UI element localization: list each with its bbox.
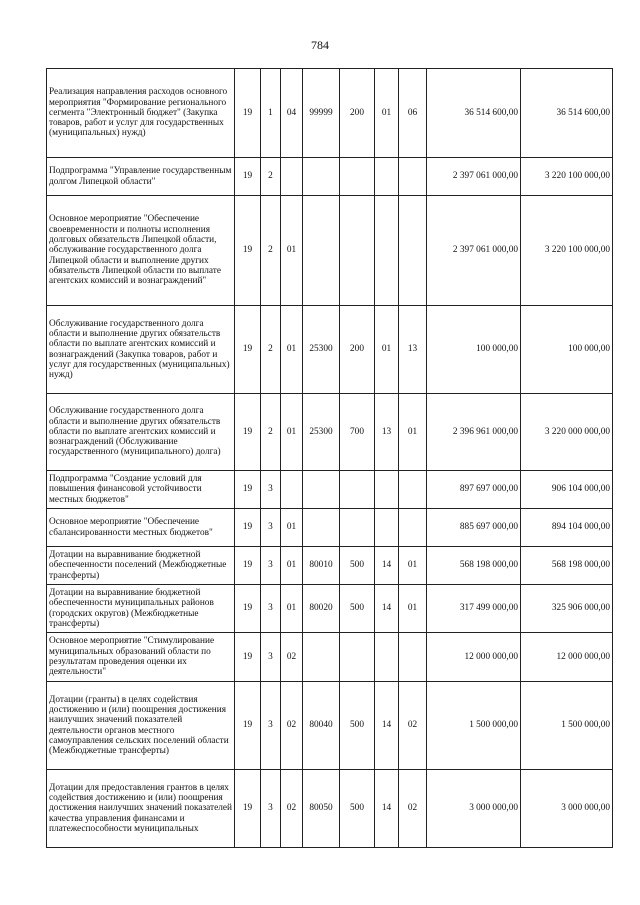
sum-year2: 12 000 000,00: [521, 633, 613, 682]
sum-year1: 317 499 000,00: [427, 585, 521, 633]
sum-year2: 36 514 600,00: [521, 69, 613, 158]
code-dir: [303, 158, 340, 196]
row-name: Дотации для предоставления грантов в целях содействия достижению и (или) поощрения достижения наилучших значений показателей качества управления финансами и платежеспособности муниципальных: [47, 770, 235, 848]
code-dir: 99999: [303, 69, 340, 158]
code-om: 02: [281, 682, 303, 770]
table-row: [47, 682, 613, 770]
sum-year1: 1 500 000,00: [427, 682, 521, 770]
sum-year2: 894 104 000,00: [521, 509, 613, 547]
row-name: Дотации на выравнивание бюджетной обеспеченности муниципальных районов (городских округов) (Межбюджетные трансферты): [47, 585, 235, 633]
code-dir: 80050: [303, 770, 340, 848]
sum-year1: 3 000 000,00: [427, 770, 521, 848]
code-dir: 80040: [303, 682, 340, 770]
code-vr: 500: [340, 547, 375, 585]
code-gr: 19: [235, 770, 261, 848]
code-pg: 3: [261, 509, 281, 547]
code-rz: 13: [375, 394, 399, 471]
code-gr: 19: [235, 471, 261, 509]
code-rz: [375, 471, 399, 509]
code-vr: [340, 196, 375, 306]
budget-table: [46, 68, 613, 848]
code-gr: 19: [235, 158, 261, 196]
code-pg: 3: [261, 471, 281, 509]
code-gr: 19: [235, 69, 261, 158]
code-vr: [340, 633, 375, 682]
code-pg: 3: [261, 547, 281, 585]
row-name: Обслуживание государственного долга области и выполнение других обязательств области по выплате агентских комиссий и вознаграждений (Обслуживание государственного (муниципального) долга): [47, 394, 235, 471]
row-name: Основное мероприятие "Обеспечение своевременности и полноты исполнения долговых обязательств Липецкой области, обслуживание государственного долга Липецкой области и выполнение других обязательств Липецкой области по выплате агентских комиссий и вознаграждений": [47, 196, 235, 306]
code-dir: 25300: [303, 394, 340, 471]
row-name: Реализация направления расходов основного мероприятия "Формирование регионального сегмента "Электронный бюджет" (Закупка товаров, работ и услуг для государственных (муниципальных) нужд): [47, 69, 235, 158]
sum-year2: 1 500 000,00: [521, 682, 613, 770]
code-pr: [399, 471, 427, 509]
code-gr: 19: [235, 306, 261, 394]
sum-year1: 568 198 000,00: [427, 547, 521, 585]
code-vr: [340, 158, 375, 196]
sum-year2: 325 906 000,00: [521, 585, 613, 633]
sum-year1: 885 697 000,00: [427, 509, 521, 547]
code-pr: 02: [399, 682, 427, 770]
code-gr: 19: [235, 547, 261, 585]
sum-year2: 3 220 000 000,00: [521, 394, 613, 471]
code-pg: 2: [261, 196, 281, 306]
code-vr: 500: [340, 682, 375, 770]
row-name: Подпрограмма "Управление государственным долгом Липецкой области": [47, 158, 235, 196]
code-vr: [340, 509, 375, 547]
code-rz: 01: [375, 306, 399, 394]
code-dir: [303, 509, 340, 547]
sum-year1: 36 514 600,00: [427, 69, 521, 158]
code-dir: [303, 196, 340, 306]
code-rz: [375, 158, 399, 196]
page-number: 784: [311, 38, 329, 52]
code-rz: 14: [375, 585, 399, 633]
sum-year2: 568 198 000,00: [521, 547, 613, 585]
code-dir: 25300: [303, 306, 340, 394]
code-gr: 19: [235, 394, 261, 471]
table-row: [47, 585, 613, 633]
sum-year2: 3 000 000,00: [521, 770, 613, 848]
code-pr: 02: [399, 770, 427, 848]
table-row: [47, 69, 613, 158]
code-rz: 14: [375, 547, 399, 585]
code-pr: [399, 633, 427, 682]
code-pr: 01: [399, 547, 427, 585]
sum-year2: 100 000,00: [521, 306, 613, 394]
code-pr: [399, 509, 427, 547]
code-vr: 200: [340, 306, 375, 394]
code-vr: 700: [340, 394, 375, 471]
code-gr: 19: [235, 682, 261, 770]
table-row: [47, 509, 613, 547]
code-vr: 200: [340, 69, 375, 158]
code-om: 01: [281, 196, 303, 306]
code-dir: [303, 633, 340, 682]
sum-year1: 2 397 061 000,00: [427, 196, 521, 306]
code-om: 01: [281, 394, 303, 471]
code-pg: 3: [261, 633, 281, 682]
table-row: [47, 158, 613, 196]
code-om: 01: [281, 547, 303, 585]
table-row: [47, 306, 613, 394]
code-rz: 14: [375, 682, 399, 770]
code-om: 01: [281, 585, 303, 633]
code-om: 04: [281, 69, 303, 158]
table-row: [47, 547, 613, 585]
sum-year1: 897 697 000,00: [427, 471, 521, 509]
code-pr: 01: [399, 585, 427, 633]
code-vr: [340, 471, 375, 509]
code-rz: [375, 633, 399, 682]
row-name: Дотации на выравнивание бюджетной обеспеченности поселений (Межбюджетные трансферты): [47, 547, 235, 585]
code-pg: 2: [261, 394, 281, 471]
sum-year2: 906 104 000,00: [521, 471, 613, 509]
code-gr: 19: [235, 196, 261, 306]
sum-year1: 12 000 000,00: [427, 633, 521, 682]
code-dir: [303, 471, 340, 509]
row-name: Подпрограмма "Создание условий для повышения финансовой устойчивости местных бюджетов": [47, 471, 235, 509]
code-rz: [375, 196, 399, 306]
code-vr: 500: [340, 585, 375, 633]
code-vr: 500: [340, 770, 375, 848]
code-pg: 3: [261, 682, 281, 770]
sum-year2: 3 220 100 000,00: [521, 158, 613, 196]
code-om: [281, 158, 303, 196]
sum-year1: 100 000,00: [427, 306, 521, 394]
table-row: [47, 196, 613, 306]
code-pr: 01: [399, 394, 427, 471]
code-gr: 19: [235, 509, 261, 547]
code-pg: 1: [261, 69, 281, 158]
code-pr: 13: [399, 306, 427, 394]
row-name: Основное мероприятие "Обеспечение сбалансированности местных бюджетов": [47, 509, 235, 547]
code-pr: [399, 158, 427, 196]
code-om: 01: [281, 306, 303, 394]
code-om: [281, 471, 303, 509]
table-row: [47, 471, 613, 509]
table-row: [47, 770, 613, 848]
code-pg: 3: [261, 770, 281, 848]
row-name: Обслуживание государственного долга области и выполнение других обязательств области по выплате агентских комиссий и вознаграждений (Закупка товаров, работ и услуг для государственных (муниципальных) нужд): [47, 306, 235, 394]
code-om: 02: [281, 633, 303, 682]
code-gr: 19: [235, 585, 261, 633]
code-rz: 14: [375, 770, 399, 848]
code-pg: 3: [261, 585, 281, 633]
table-row: [47, 633, 613, 682]
code-dir: 80010: [303, 547, 340, 585]
code-pr: 06: [399, 69, 427, 158]
code-om: 01: [281, 509, 303, 547]
code-pr: [399, 196, 427, 306]
sum-year1: 2 396 961 000,00: [427, 394, 521, 471]
sum-year1: 2 397 061 000,00: [427, 158, 521, 196]
code-rz: 01: [375, 69, 399, 158]
sum-year2: 3 220 100 000,00: [521, 196, 613, 306]
code-pg: 2: [261, 306, 281, 394]
code-pg: 2: [261, 158, 281, 196]
code-gr: 19: [235, 633, 261, 682]
code-dir: 80020: [303, 585, 340, 633]
row-name: Дотации (гранты) в целях содействия достижению и (или) поощрения достижения наилучших значений показателей деятельности органов местного самоуправления сельских поселений области (Межбюджетные трансферты): [47, 682, 235, 770]
table-row: [47, 394, 613, 471]
row-name: Основное мероприятие "Стимулирование муниципальных образований области по результатам проведения оценки их деятельности": [47, 633, 235, 682]
code-rz: [375, 509, 399, 547]
code-om: 02: [281, 770, 303, 848]
